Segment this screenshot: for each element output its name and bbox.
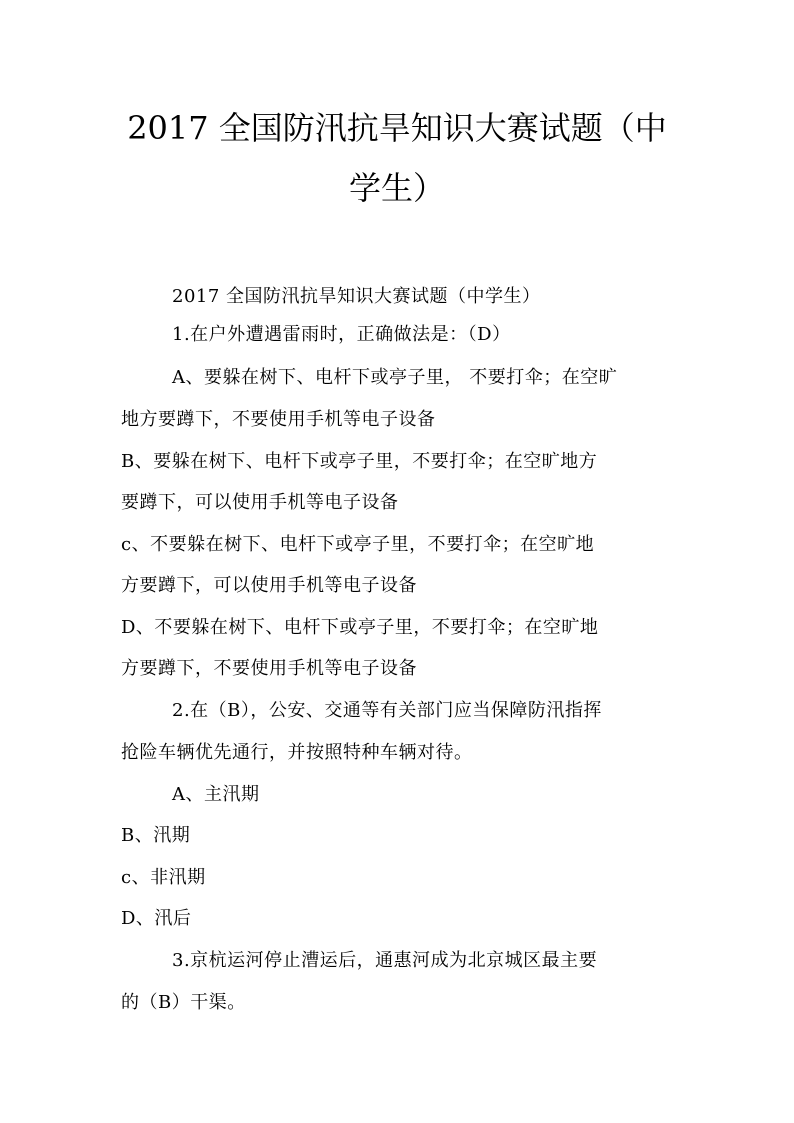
q2-option-a: A、主汛期	[172, 784, 260, 805]
q2-option-b: B、汛期	[121, 825, 191, 846]
q1-option-b-line-2: 要蹲下，可以使用手机等电子设备	[121, 492, 399, 513]
document-title-line-1: 2017 全国防汛抗旱知识大赛试题（中	[127, 109, 667, 147]
question-3-line-1: 3.京杭运河停止漕运后，通惠河成为北京城区最主要	[172, 950, 598, 971]
question-2-line-2: 抢险车辆优先通行，并按照特种车辆对待。	[121, 742, 473, 763]
q1-option-b-line-1: B、要躲在树下、电杆下或亭子里，不要打伞；在空旷地方	[121, 451, 598, 472]
q1-option-a-line-1: A、要躲在树下、电杆下或亭子里， 不要打伞；在空旷	[172, 367, 618, 388]
document-title-line-2: 学生）	[348, 169, 445, 207]
question-1: 1.在户外遭遇雷雨时，正确做法是：（D）	[172, 324, 511, 345]
question-3-line-2: 的（B）干渠。	[121, 992, 246, 1013]
subtitle-line: 2017 全国防汛抗旱知识大赛试题（中学生）	[172, 286, 541, 307]
q1-option-c-line-2: 方要蹲下，可以使用手机等电子设备	[121, 575, 417, 596]
q2-option-c: c、非汛期	[121, 867, 206, 888]
q1-option-d-line-1: D、不要躲在树下、电杆下或亭子里，不要打伞；在空旷地	[121, 617, 599, 638]
q2-option-d: D、汛后	[121, 908, 192, 929]
q1-option-a-line-2: 地方要蹲下，不要使用手机等电子设备	[121, 409, 436, 430]
question-2-line-1: 2.在（B），公安、交通等有关部门应当保障防汛指挥	[172, 700, 602, 721]
q1-option-c-line-1: c、不要躲在树下、电杆下或亭子里，不要打伞；在空旷地	[121, 534, 595, 555]
q1-option-d-line-2: 方要蹲下，不要使用手机等电子设备	[121, 658, 417, 679]
